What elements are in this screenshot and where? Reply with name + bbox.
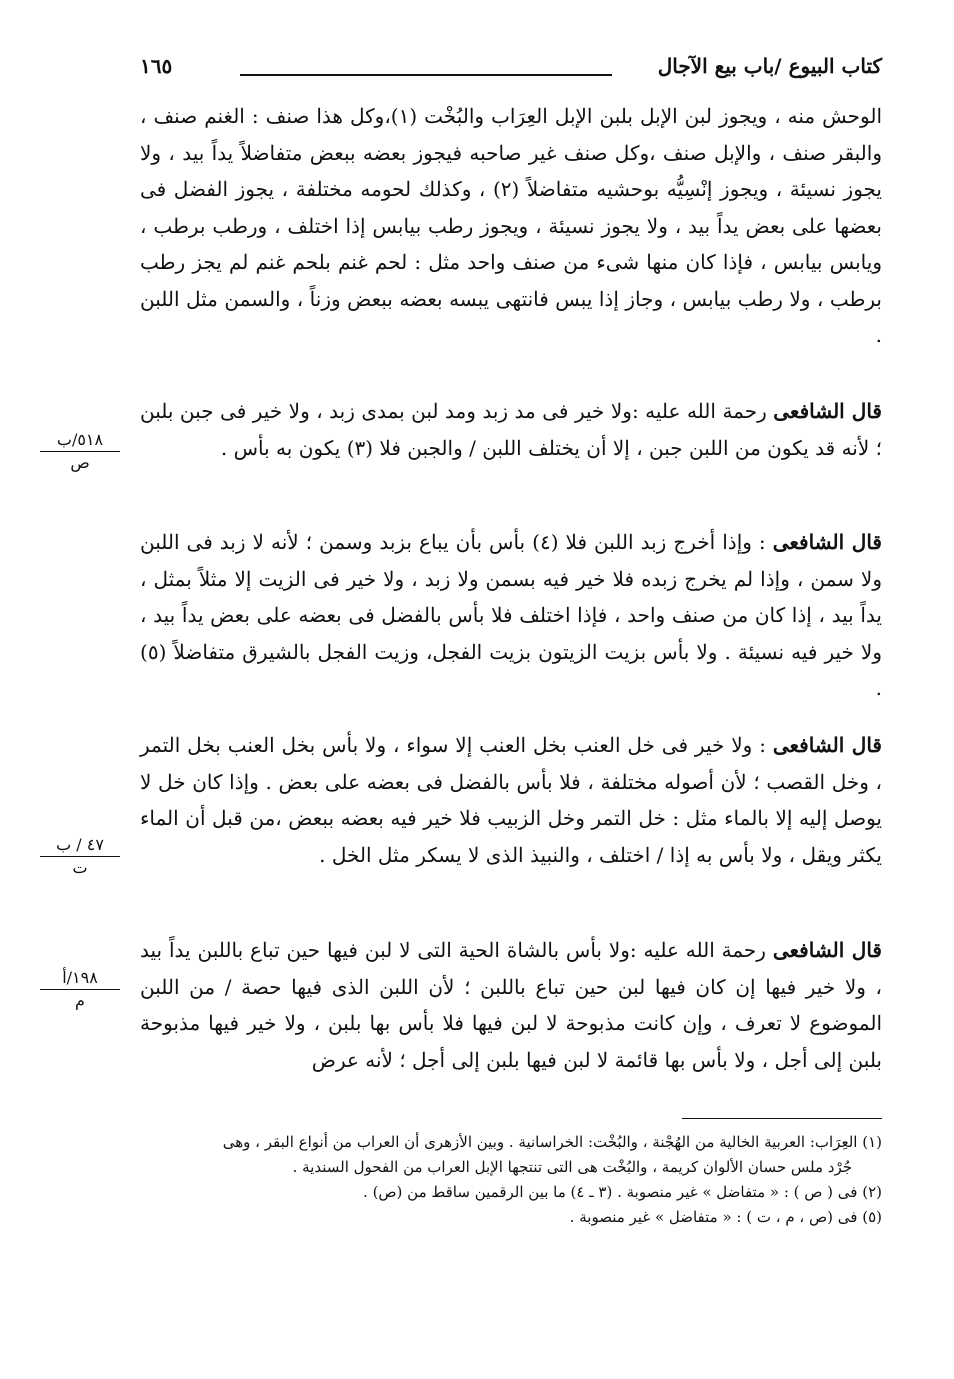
running-header bbox=[140, 50, 882, 90]
page-number: ١٦٥ bbox=[140, 54, 173, 78]
margin-note-manuscript: م bbox=[75, 991, 85, 1010]
paragraph-text: : ولا خير فى خل العنب بخل العنب إلا سواء ، ولا بأس بخل العنب بخل التمر ، وخل القصب ؛ لأن أصوله مختلفة ، فلا بأس بالفضل فى بعضه على بعض . وإذا كان خل لا يوصل إليه إلا بالماء مثل : خل التمر وخل الزبيب فلا خير فيه بعضه ببعض ،من قبل أن الماء يكثر ويقل ، ولا بأس به إذا / اختلف ، والنبيذ الذى لا يسكر مثل الخل . bbox=[140, 733, 882, 867]
margin-note-manuscript: ص bbox=[70, 453, 90, 472]
header-rule bbox=[240, 74, 612, 76]
speaker: قال الشافعى bbox=[772, 733, 882, 757]
speaker: قال الشافعى bbox=[773, 399, 882, 423]
margin-note bbox=[40, 968, 120, 1010]
paragraph-text: رحمة الله عليه :ولا بأس بالشاة الحية التى لا لبن فيها حين تباع باللبن يداً بيد ، ولا خير فيها إن كان فيها لبن حين تباع باللبن ؛ لأن اللبن الذى فيها حصة / من اللبن الموضوع لا تعرف ، وإن كانت مذبوحة لا لبن فيها فلا بأس بها بلبن ، ولا خير فيها مذبوحة بلبن إلى أجل ، ولا بأس بها قائمة لا لبن فيها بلبن إلى أجل ؛ لأنه عرض bbox=[140, 938, 882, 1072]
margin-note-folio: ١٩٨/أ bbox=[40, 968, 120, 990]
paragraph-text: الوحش منه ، ويجوز لبن الإبل بلبن الإبل العِرَاب والبُخْت (١)،وكل هذا صنف : الغنم صنف ، والبقر صنف ، والإبل صنف ،وكل صنف غير صاحبه فيجوز بعضه ببعض متفاضلاً يداً بيد ، ولا يجوز نسيئة ، ويجوز إنْسِيُّه بوحشيه متفاضلاً (٢) ، وكذلك لحومه مختلفة ، يجوز الفضل فى بعضها على بعض يداً بيد ، ولا يجوز نسيئة ، ويجوز رطب بيابس إذا اختلف ، ورطب برطب ، ويابس بيابس ، فإذا كان منها شىء من صنف واحد مثل : لحم غنم بلحم غنم لم يجز رطب برطب ، ولا رطب بيابس ، وجاز إذا يبس فانتهى يبسه بعضه ببعض وزناً ، والسمن مثل اللبن . bbox=[140, 104, 882, 347]
margin-note bbox=[40, 430, 120, 472]
footnote-line: (١) العِرَاب: العربية الخالية من الهُجْنة ، والبُخْت: الخراسانية . وبين الأزهرى أن العراب من أنواع البقر ، وهى bbox=[222, 1133, 882, 1151]
chapter-title: كتاب البيوع /باب بيع الآجال bbox=[657, 54, 882, 78]
footnote-line: (٢) فى ( ص ) : « متفاضل » غير منصوبة . (٣ ـ ٤) ما بين الرقمين ساقط من (ص) . bbox=[363, 1183, 882, 1201]
paragraph-1 bbox=[140, 98, 882, 354]
speaker: قال الشافعى bbox=[772, 530, 882, 554]
paragraph-4 bbox=[140, 727, 882, 873]
margin-note-folio: ٥١٨/ب bbox=[40, 430, 120, 452]
footnote-line: جُرْد ملس حسان الألوان كريمة ، والبُخْت هى التى تنتجها الإبل العراب من الفحول السندية . bbox=[292, 1158, 852, 1176]
margin-note bbox=[40, 835, 120, 877]
paragraph-text: رحمة الله عليه :ولا خير فى مد زبد ومد لبن بمدى زبد ، ولا خير فى جبن بلبن ؛ لأنه قد يكون من اللبن جبن ، إلا أن يختلف اللبن / والجبن فلا (٣) يكون به بأس . bbox=[140, 399, 882, 460]
speaker: قال الشافعى bbox=[772, 938, 882, 962]
margin-note-manuscript: ت bbox=[72, 858, 88, 877]
paragraph-text: : وإذا أخرج زبد اللبن فلا (٤) بأس بأن يباع بزبد وسمن ؛ لأنه لا زبد فى اللبن ولا سمن ، وإذا لم يخرج زبده فلا خير فيه بسمن ولا زبد ، ولا خير فى الزيت إلا مثلاً بمثل ، يداً بيد ، إذا كان من صنف واحد ، فإذا اختلف فلا بأس بالفضل فى بعضه على بعض يداً بيد ، ولا خير فيه نسيئة . ولا بأس بزيت الزيتون بزيت الفجل، وزيت الفجل بالشيرق متفاضلاً (٥) . bbox=[140, 530, 882, 700]
footnotes bbox=[140, 1130, 882, 1230]
paragraph-5 bbox=[140, 932, 882, 1078]
paragraph-3 bbox=[140, 524, 882, 707]
paragraph-2 bbox=[140, 393, 882, 466]
footnote-line: (٥) فى (ص ، م ، ت ) : « متفاضل » غير منصوبة . bbox=[569, 1208, 882, 1226]
margin-note-folio: ٤٧ / ب bbox=[40, 835, 120, 857]
